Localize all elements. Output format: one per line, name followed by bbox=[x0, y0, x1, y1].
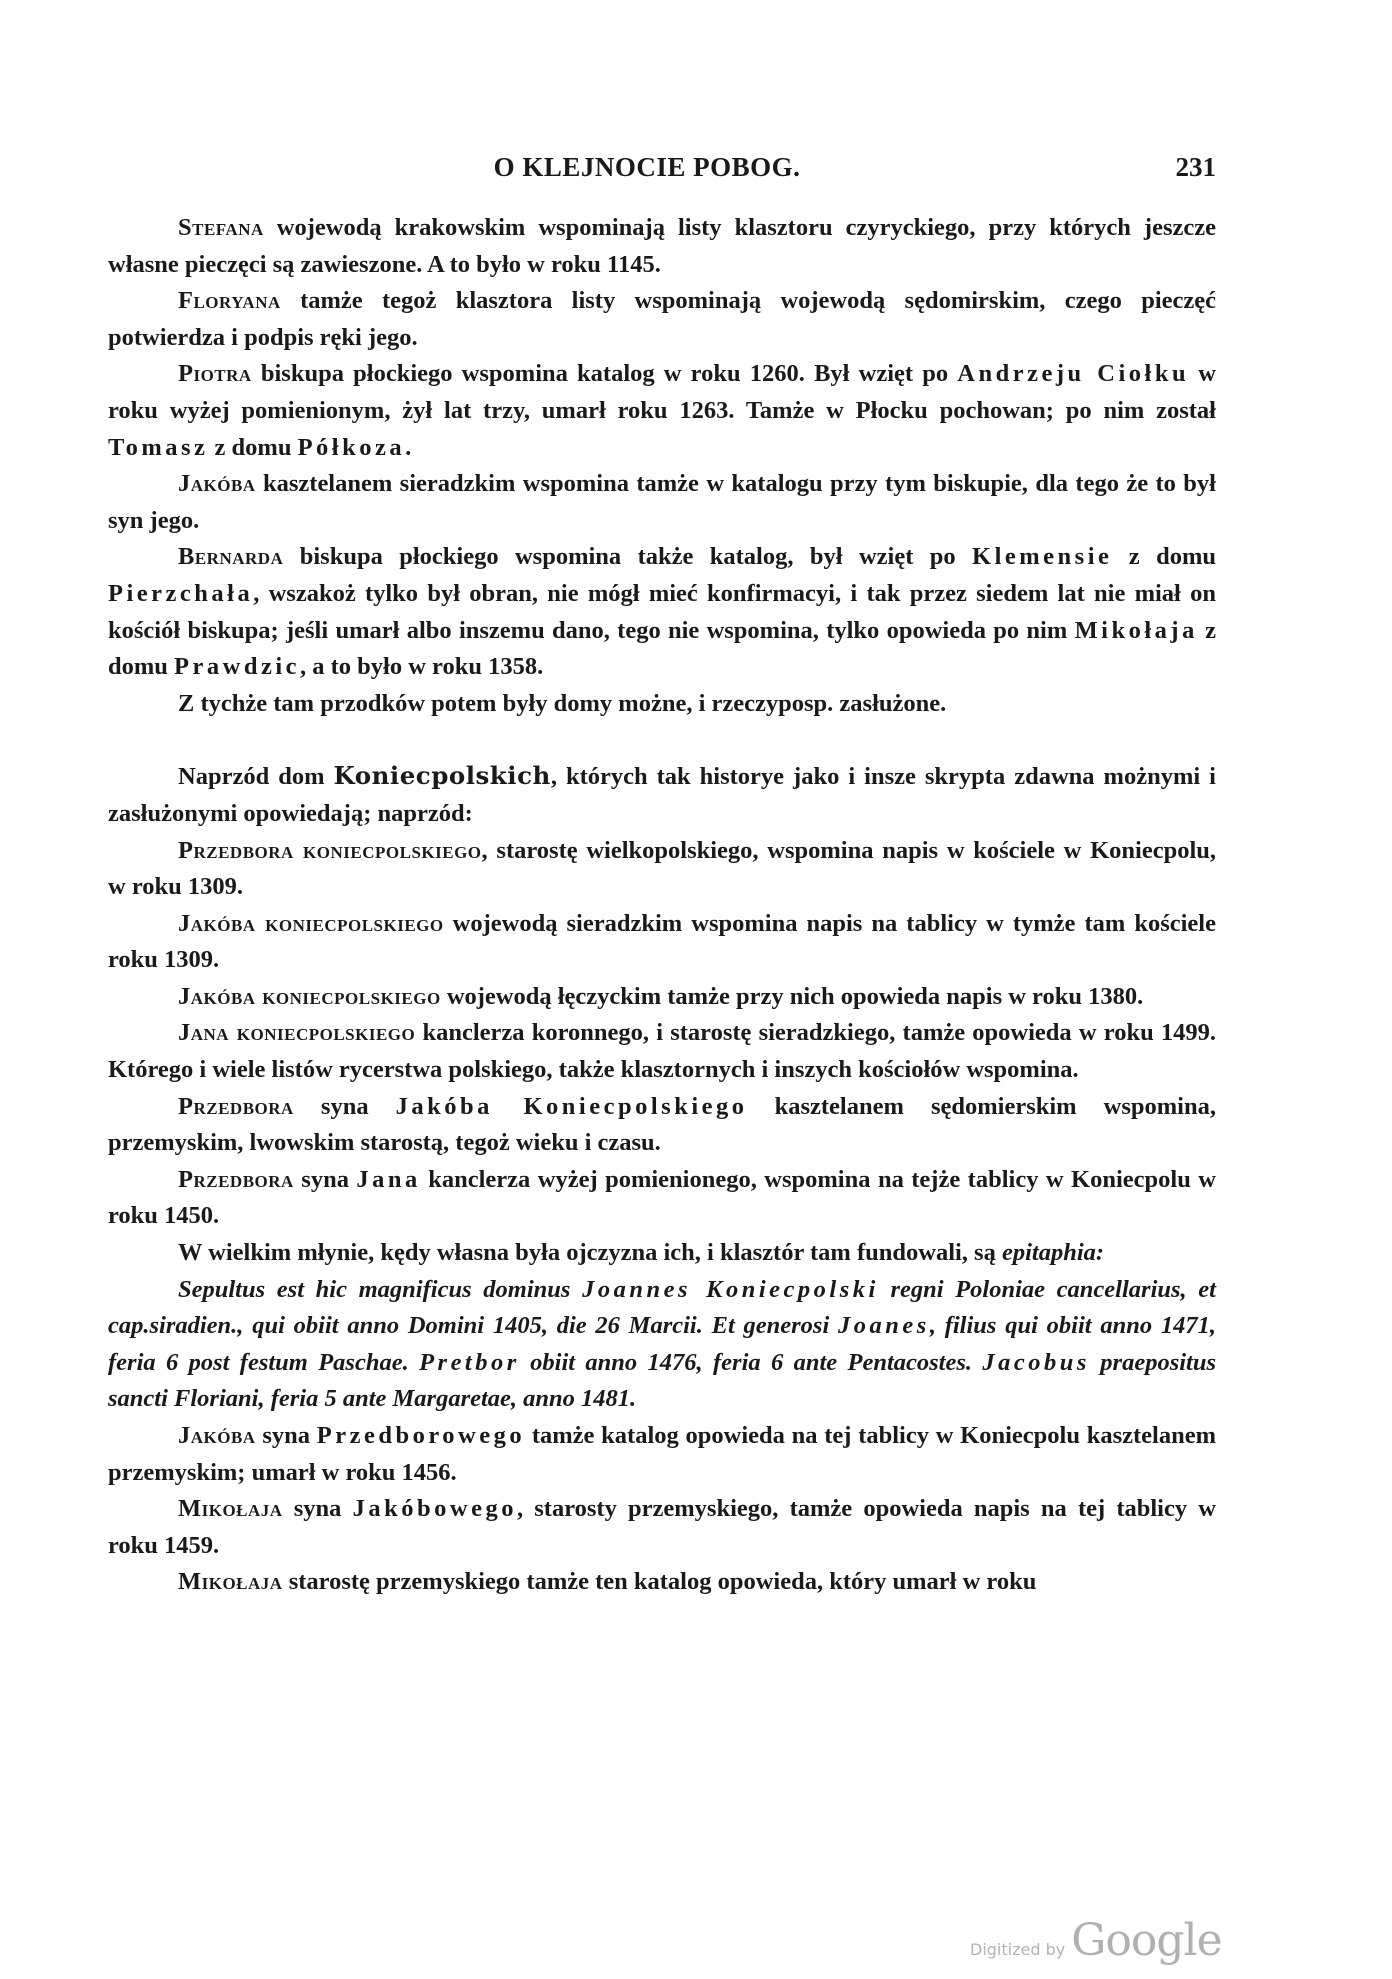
paragraph-text: obiit anno 1476, feria 6 ante Pentacostes. bbox=[519, 1348, 983, 1376]
paragraph-text: W wielkim młynie, kędy własna była ojczyzna ich, i klasztór tam fundowali, są bbox=[178, 1239, 1002, 1267]
spaced-name: Tomasz bbox=[108, 433, 209, 461]
paragraph-text: syna bbox=[282, 1495, 353, 1523]
spaced-name: Andrzeju Ciołku bbox=[957, 360, 1190, 388]
spaced-name: Przedborowego bbox=[316, 1422, 526, 1449]
person-name: Jakóba bbox=[178, 1422, 256, 1449]
person-name: Przedbora bbox=[178, 1092, 294, 1120]
paragraph bbox=[108, 1015, 1216, 1088]
person-name: Bernarda bbox=[178, 543, 284, 571]
epitaph-paragraph bbox=[108, 1272, 1216, 1418]
paragraph bbox=[108, 1089, 1216, 1162]
digitized-by-watermark bbox=[970, 1915, 1222, 1966]
book-page bbox=[108, 152, 1216, 1601]
paragraph-text: praepositus sancti Floriani, feria 5 ante Margaretae, anno 1481. bbox=[108, 1348, 1217, 1413]
person-name: Jakóba koniecpolskiego bbox=[178, 982, 441, 1010]
person-name: Jana koniecpolskiego bbox=[178, 1019, 416, 1047]
paragraph-text: wojewodą sieradzkim wspomina napis na tablicy w tymże tam kościele roku 1309. bbox=[108, 909, 1216, 974]
paragraph bbox=[108, 356, 1216, 466]
italic-word: epitaphia: bbox=[1001, 1239, 1105, 1267]
paragraph bbox=[108, 1564, 1216, 1601]
paragraph bbox=[108, 283, 1216, 356]
person-name: Mikołaja bbox=[178, 1495, 283, 1523]
person-name: Przedbora koniecpolskiego bbox=[178, 836, 482, 864]
person-name: Floryana bbox=[178, 287, 281, 315]
spaced-name: Pretbor bbox=[419, 1348, 520, 1376]
paragraph bbox=[108, 1418, 1216, 1491]
paragraph-text: kanclerza koronnego, i starostę sieradzkiego, tamże opowieda w roku 1499. Którego i wiele listów rycerstwa polskiego, także klasztornych i inszych kościołów wspomina. bbox=[108, 1019, 1217, 1084]
paragraph-text: biskupa płockiego wspomina katalog w roku 1260. Był wzięt po bbox=[251, 360, 958, 388]
paragraph bbox=[108, 758, 1216, 832]
spaced-name: Klemensie bbox=[972, 543, 1113, 571]
spaced-name: Joannes Koniecpolski bbox=[582, 1275, 879, 1303]
paragraph-text: z domu bbox=[1112, 543, 1216, 571]
paragraph-text: starostę przemyskiego tamże ten katalog opowieda, który umarł w roku bbox=[282, 1568, 1037, 1596]
paragraph-text: , których tak historye jako i insze skrypta zdawna możnymi i zasłużonymi opowiedają; naprzód: bbox=[108, 763, 1216, 827]
paragraph-text: kasztelanem sędomierskim wspomina, przemyskim, lwowskim starostą, tegoż wieku i czasu. bbox=[108, 1092, 1216, 1157]
person-name: Przedbora bbox=[178, 1165, 294, 1193]
spaced-name: Pierzchała bbox=[108, 579, 254, 607]
spaced-name: Jana bbox=[356, 1165, 421, 1193]
paragraph-text: Sepultus est hic magnificus dominus bbox=[178, 1275, 583, 1303]
paragraph-text: syna bbox=[293, 1092, 396, 1120]
paragraph-text: z domu bbox=[108, 616, 1217, 681]
body-text bbox=[108, 210, 1216, 1601]
paragraph-text: regni Poloniae cancellarius, et cap.siradien., qui obiit anno Domini 1405, die 26 Marcii. Et generosi bbox=[108, 1275, 1216, 1340]
family-name-heading: Koniecpolskich bbox=[333, 761, 551, 791]
paragraph bbox=[108, 1491, 1216, 1564]
paragraph-text: z domu bbox=[208, 433, 298, 461]
paragraph-text: kasztelanem sieradzkim wspomina tamże w katalogu przy tym biskupie, dla tego że to był syn jego. bbox=[108, 470, 1216, 534]
spaced-name: Jacobus bbox=[982, 1348, 1090, 1376]
paragraph-text: wojewodą krakowskim wspominają listy klasztoru czyryckiego, przy których jeszcze własne pieczęci są zawieszone. A to było w roku 1145. bbox=[108, 214, 1216, 278]
spaced-name: Mikołaja bbox=[1074, 616, 1198, 644]
paragraph-text: , filius qui obiit anno 1471, feria 6 post festum Paschae. bbox=[108, 1312, 1216, 1376]
paragraph-text: tamże katalog opowieda na tej tablicy w Koniecpolu kasztelanem przemyskim; umarł w roku 1456. bbox=[108, 1422, 1216, 1486]
paragraph-text: biskupa płockiego wspomina także katalog, był wzięt po bbox=[283, 543, 973, 571]
paragraph-text: Z tychże tam przodków potem były domy możne, i rzeczyposp. zasłużone. bbox=[178, 689, 947, 717]
person-name: Mikołaja bbox=[178, 1568, 283, 1596]
paragraph-text: , starostę wielkopolskiego, wspomina napis w kościele w Koniecpolu, w roku 1309. bbox=[108, 836, 1217, 901]
paragraph-text: , starosty przemyskiego, tamże opowieda napis na tej tablicy w roku 1459. bbox=[108, 1495, 1216, 1559]
paragraph bbox=[108, 833, 1216, 906]
paragraph bbox=[108, 1162, 1216, 1235]
paragraph-text: syna bbox=[255, 1422, 317, 1449]
spaced-name: Jakóba Koniecpolskiego bbox=[395, 1092, 748, 1120]
paragraph-text: syna bbox=[293, 1165, 357, 1193]
digitized-label: Digitized by bbox=[970, 1940, 1066, 1959]
paragraph-text: Naprzód dom bbox=[178, 763, 334, 791]
running-title: O KLEJNOCIE POBOG. bbox=[493, 152, 801, 182]
person-name: Jakóba koniecpolskiego bbox=[178, 909, 444, 937]
paragraph-text: tamże tegoż klasztora listy wspominają wojewodą sędomirskim, czego pieczęć potwierdza i podpis ręki jego. bbox=[108, 287, 1216, 351]
person-name: Stefana bbox=[178, 214, 264, 241]
paragraph-text: kanclerza wyżej pomienionego, wspomina na tejże tablicy w Koniecpolu w roku 1450. bbox=[108, 1165, 1216, 1230]
paragraph bbox=[108, 1235, 1216, 1272]
spaced-name: Jakóbowego bbox=[352, 1495, 517, 1523]
paragraph-text: . bbox=[405, 433, 412, 461]
page-number: 231 bbox=[1175, 152, 1216, 182]
person-name: Piotra bbox=[178, 360, 252, 388]
spaced-name: Prawdzic bbox=[174, 653, 301, 681]
paragraph bbox=[108, 466, 1216, 539]
spaced-name: Półkoza bbox=[297, 433, 406, 461]
paragraph-text: , a to było w roku 1358. bbox=[300, 653, 544, 681]
paragraph bbox=[108, 539, 1216, 685]
paragraph bbox=[108, 906, 1216, 979]
paragraph-text: wojewodą łęczyckim tamże przy nich opowieda napis w roku 1380. bbox=[440, 982, 1144, 1010]
google-logo: Google bbox=[1071, 1915, 1222, 1966]
paragraph bbox=[108, 210, 1216, 283]
paragraph-text: w roku wyżej pomienionym, żył lat trzy, umarł roku 1263. Tamże w Płocku pochowan; po nim został bbox=[108, 360, 1216, 424]
paragraph bbox=[108, 979, 1216, 1016]
spaced-name: Joanes bbox=[838, 1312, 930, 1340]
running-header bbox=[108, 152, 1216, 188]
paragraph-text: , wszakoż tylko był obran, nie mógł mieć konfirmacyi, i tak przez siedem lat nie miał on kościół biskupa; jeśli umarł albo inszemu dano, tego nie wspomina, tylko opowieda po nim bbox=[108, 579, 1216, 644]
person-name: Jakóba bbox=[178, 470, 256, 498]
paragraph bbox=[108, 686, 1216, 723]
